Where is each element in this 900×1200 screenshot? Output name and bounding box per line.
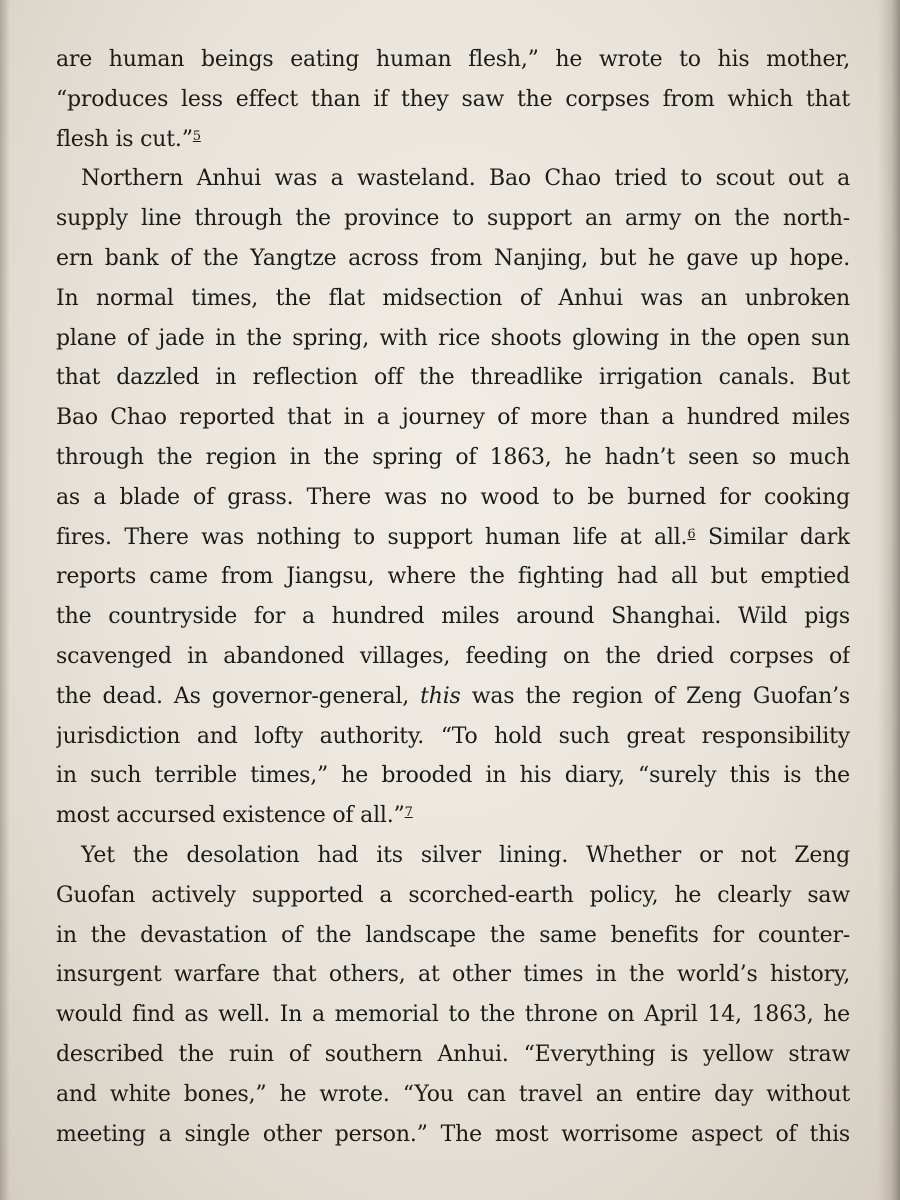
body-text xyxy=(56,40,850,1154)
text-line: are human beings eating human flesh,” he wrote to his mother, xyxy=(56,47,850,72)
text-line: meeting a single other person.” The most worrisome aspect of this xyxy=(56,1121,850,1147)
text-line: “produces less effect than if they saw the corpses from which that xyxy=(56,86,850,112)
text-line: reports came from Jiangsu, where the fighting had all but emptied xyxy=(56,564,850,590)
footnote-ref-5[interactable]: 5 xyxy=(192,128,201,144)
footnote-ref-6[interactable]: 6 xyxy=(687,526,696,542)
text-line: most accursed existence of all.”$^7$ xyxy=(56,803,413,829)
text-line: Northern Anhui was a wasteland. Bao Chao tried to scout out a xyxy=(81,166,850,192)
text-line: as a blade of grass. There was no wood to be burned for cooking xyxy=(56,484,850,510)
text-line: and white bones,” he wrote. “You can travel an entire day without xyxy=(56,1081,850,1107)
text-line: flesh is cut.”$^5$ xyxy=(56,126,201,152)
text-line: described the ruin of southern Anhui. “Everything is yellow straw xyxy=(56,1041,850,1067)
text-line: would find as well. In a memorial to the throne on April 14, 1863, he xyxy=(56,1002,850,1028)
page-edge-shadow xyxy=(878,0,900,1200)
text-line: plane of jade in the spring, with rice shoots glowing in the open sun xyxy=(56,325,850,351)
text-line: jurisdiction and lofty authority. “To hold such great responsibility xyxy=(56,723,850,749)
text-line: In normal times, the flat midsection of Anhui was an unbroken xyxy=(56,285,850,311)
text-line: through the region in the spring of 1863, he hadn’t seen so much xyxy=(56,444,850,470)
page-gutter-shadow xyxy=(0,0,10,1200)
text-line: in such terrible times,” he brooded in his diary, “surely this is the xyxy=(56,763,850,789)
text-line: fires. There was nothing to support human life at all.$^6$ Similar dark xyxy=(56,524,850,550)
text-line: Bao Chao reported that in a journey of more than a hundred miles xyxy=(56,405,850,431)
text-line: Guofan actively supported a scorched-earth policy, he clearly saw xyxy=(56,882,850,908)
text-line: the dead. As governor-general, this was the region of Zeng Guofan’s xyxy=(56,683,850,709)
italic-emphasis: this xyxy=(420,683,461,709)
text-line: scavenged in abandoned villages, feeding on the dried corpses of xyxy=(56,643,850,669)
text-line: the countryside for a hundred miles around Shanghai. Wild pigs xyxy=(56,604,850,630)
text-line: in the devastation of the landscape the same benefits for counter- xyxy=(56,922,850,948)
footnote-ref-7[interactable]: 7 xyxy=(404,805,413,821)
text-line: supply line through the province to support an army on the north- xyxy=(56,206,850,232)
text-line: Yet the desolation had its silver lining. Whether or not Zeng xyxy=(81,842,850,868)
text-line: ern bank of the Yangtze across from Nanjing, but he gave up hope. xyxy=(56,245,850,271)
text-line: that dazzled in reflection off the threadlike irrigation canals. But xyxy=(56,365,850,391)
text-line: insurgent warfare that others, at other times in the world’s history, xyxy=(56,962,850,988)
